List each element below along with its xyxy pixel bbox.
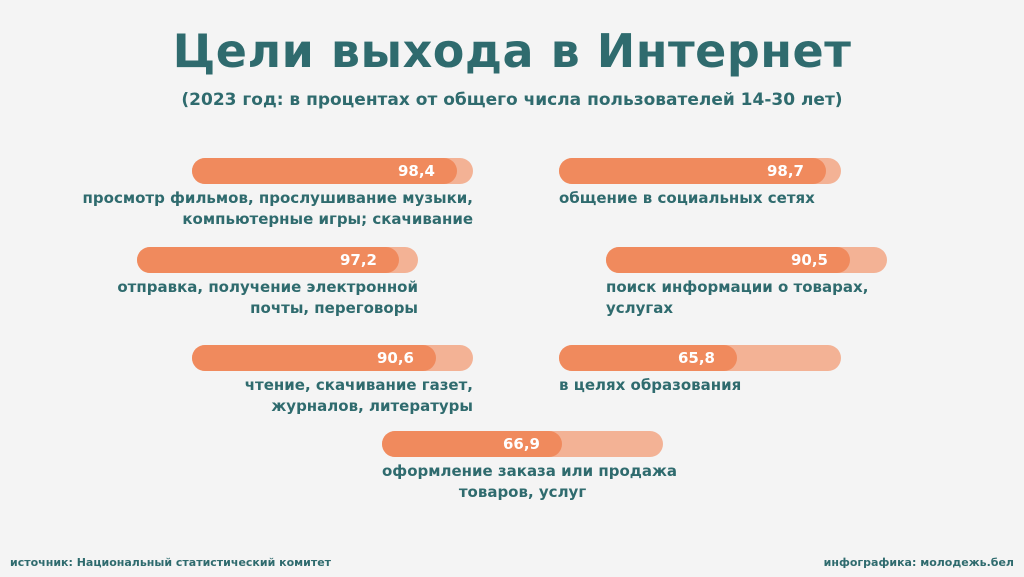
- category-label-line: просмотр фильмов, прослушивание музыки,: [82, 189, 473, 207]
- data-label: 90,6: [376, 349, 414, 367]
- data-label: 98,7: [766, 162, 804, 180]
- category-label: [606, 277, 868, 319]
- category-label-line: в целях образования: [559, 376, 742, 394]
- category-label-line: оформление заказа или продажа: [382, 462, 678, 480]
- category-label-line: услугах: [606, 299, 674, 317]
- page-title: Цели выхода в Интернет: [172, 24, 852, 78]
- category-label-line: поиск информации о товарах,: [606, 278, 869, 296]
- credit-note: инфографика: молодежь.бел: [823, 556, 1014, 569]
- category-label-line: товаров, услуг: [458, 483, 587, 501]
- data-label: 66,9: [502, 435, 540, 453]
- data-label: 90,5: [790, 251, 828, 269]
- page-subtitle: (2023 год: в процентах от общего числа пользователей 14-30 лет): [181, 90, 843, 110]
- category-label-line: компьютерные игры; скачивание: [182, 210, 473, 228]
- category-label: [559, 375, 741, 396]
- data-label: 98,4: [397, 162, 435, 180]
- category-label-line: журналов, литературы: [271, 397, 473, 415]
- source-note: источник: Национальный статистический комитет: [10, 556, 332, 569]
- data-label: 65,8: [677, 349, 715, 367]
- category-label: [245, 375, 473, 417]
- category-label-line: отправка, получение электронной: [117, 278, 418, 296]
- category-label-line: общение в социальных сетях: [559, 189, 815, 207]
- category-label: [83, 188, 473, 230]
- category-label-line: почты, переговоры: [250, 299, 418, 317]
- category-label: [117, 277, 418, 319]
- category-label-line: чтение, скачивание газет,: [244, 376, 473, 394]
- category-label: [382, 461, 678, 503]
- category-label: [559, 188, 815, 209]
- data-label: 97,2: [339, 251, 377, 269]
